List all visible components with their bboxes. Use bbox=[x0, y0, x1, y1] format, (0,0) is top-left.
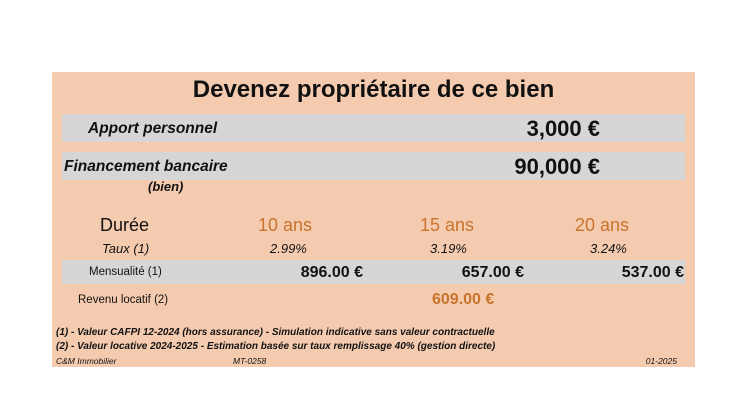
note-2: (2) - Valeur locative 2024-2025 - Estimation basée sur taux remplissage 40% (gestion directe) bbox=[56, 341, 496, 352]
taux-label: Taux (1) bbox=[102, 241, 150, 256]
financement-label: Financement bancaire bbox=[64, 158, 228, 175]
revenu-label: Revenu locatif (2) bbox=[78, 294, 169, 306]
financement-sublabel: (bien) bbox=[148, 179, 184, 194]
financement-value: 90,000 € bbox=[514, 154, 600, 179]
taux-value-10: 2.99% bbox=[270, 241, 307, 256]
footer-ref: MT-0258 bbox=[233, 356, 267, 366]
revenu-value: 609.00 € bbox=[432, 291, 495, 308]
duree-option-15: 15 ans bbox=[420, 215, 475, 235]
taux-value-15: 3.19% bbox=[430, 241, 467, 256]
mensualite-label: Mensualité (1) bbox=[89, 266, 162, 278]
financing-card bbox=[52, 72, 695, 367]
note-1: (1) - Valeur CAFPI 12-2024 (hors assurance) - Simulation indicative sans valeur contractuelle bbox=[56, 327, 495, 338]
page-title: Devenez propriétaire de ce bien bbox=[192, 76, 555, 103]
apport-value: 3,000 € bbox=[526, 116, 600, 141]
mensualite-value-15: 657.00 € bbox=[461, 264, 524, 281]
duree-label: Durée bbox=[100, 215, 150, 235]
taux-value-20: 3.24% bbox=[590, 241, 627, 256]
duree-option-10: 10 ans bbox=[258, 215, 313, 235]
footer-date: 01-2025 bbox=[645, 356, 677, 366]
mensualite-value-10: 896.00 € bbox=[300, 264, 363, 281]
mensualite-value-20: 537.00 € bbox=[621, 264, 684, 281]
duree-option-20: 20 ans bbox=[575, 215, 630, 235]
apport-label: Apport personnel bbox=[88, 120, 218, 137]
footer-company: C&M Immobilier bbox=[56, 356, 117, 366]
